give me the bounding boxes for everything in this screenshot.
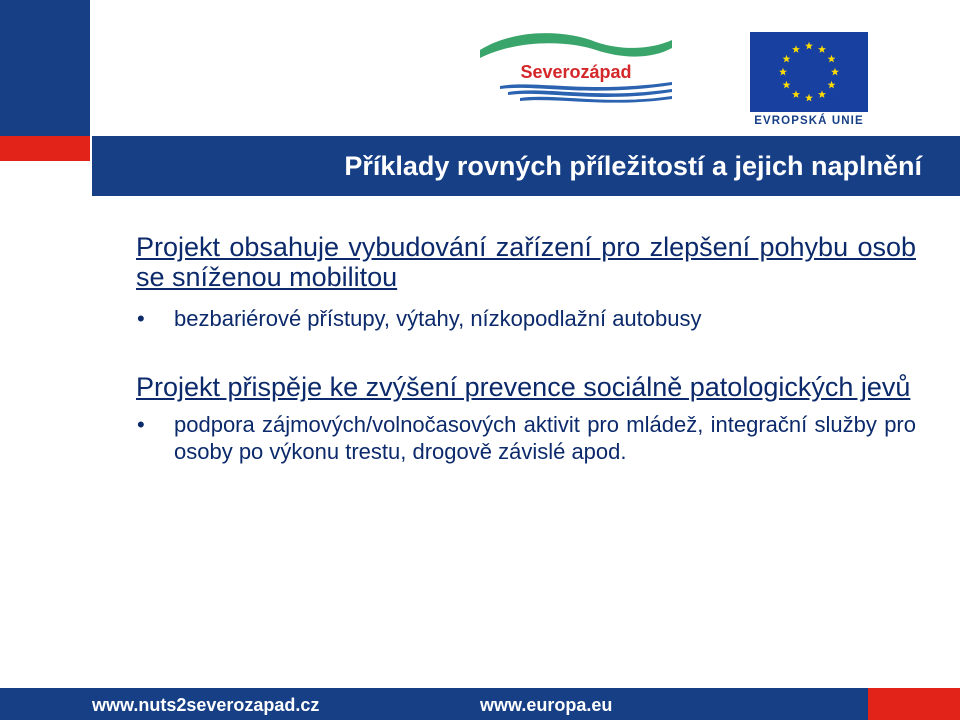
logo-blue-wave	[500, 82, 672, 91]
severozapad-logo	[476, 28, 676, 104]
slide-title: Příklady rovných příležitostí a jejich naplnění	[344, 150, 922, 181]
title-bar	[92, 136, 960, 196]
severozapad-logo-graphic	[476, 28, 676, 104]
logo-wordmark: Severozápad	[520, 62, 632, 82]
footer-red-accent	[868, 688, 960, 720]
eu-caption: EVROPSKÁ UNIE	[754, 115, 864, 127]
left-red-accent	[0, 136, 90, 161]
bullet-item: • podpora zájmových/volnočasových aktivit pro mládež, integrační služby pro osoby po výkonu trestu, drogově závislé apod.	[136, 411, 916, 465]
eu-logo	[750, 32, 868, 128]
slide-content	[136, 232, 916, 465]
logo-blue-wave	[520, 96, 672, 103]
section-heading-mobility: Projekt obsahuje vybudování zařízení pro zlepšení pohybu osob se sníženou mobilitou	[136, 232, 916, 292]
footer-link-europa[interactable]: www.europa.eu	[480, 695, 613, 715]
eu-flag-icon	[750, 32, 868, 112]
left-accent-bar	[0, 0, 90, 136]
section-heading-prevention: Projekt přispěje ke zvýšení prevence sociálně patologických jevů	[136, 372, 911, 402]
footer-link-nuts2[interactable]: www.nuts2severozapad.cz	[92, 695, 320, 715]
bullet-list-prevention	[136, 411, 916, 465]
bullet-item: • bezbariérové přístupy, výtahy, nízkopodlažní autobusy	[136, 305, 916, 332]
bullet-list-mobility	[136, 305, 916, 332]
logo-green-wave	[480, 33, 672, 58]
